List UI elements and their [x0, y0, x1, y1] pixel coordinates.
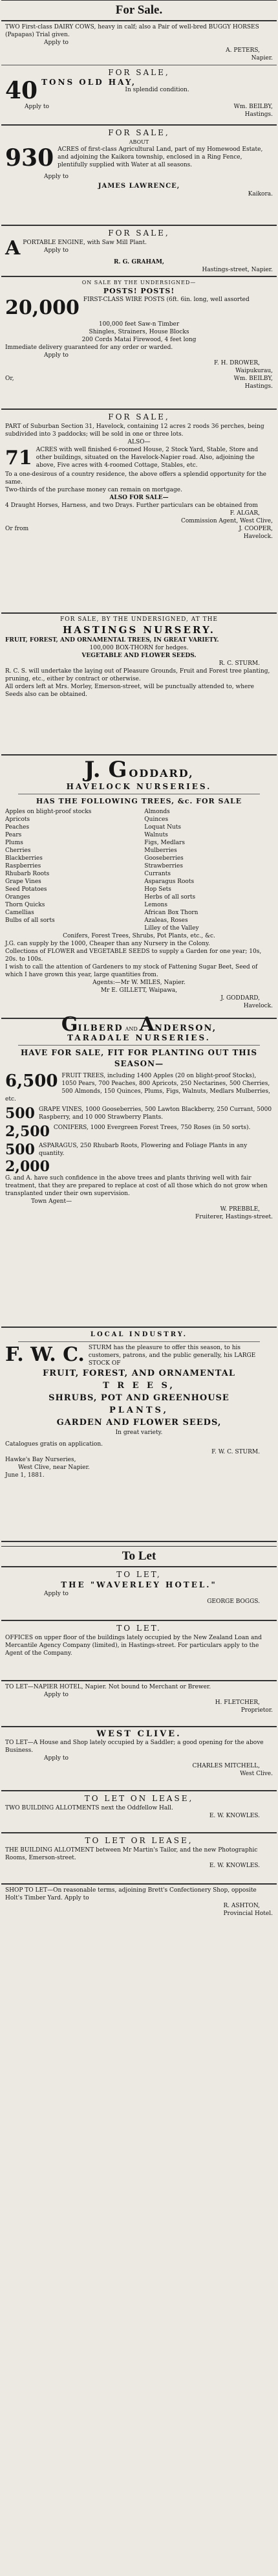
ad-building-allotment: [1, 1833, 277, 1885]
tree-list-item: Gooseberries: [144, 855, 184, 862]
ad-drop-letter: J. G: [84, 757, 127, 783]
ad-west-clive: [1, 1727, 277, 1791]
ad-signature: F. H. DROWER,: [214, 360, 260, 366]
ad-text: I wish to call the attention of Gardeners to my stock of Fattening Sugar Beet, Seed of which I have grown this year, large quantities from.: [5, 964, 258, 978]
ad-shop: [1, 1885, 277, 1925]
advert-column: [1, 0, 277, 1925]
ad-apply: Apply to: [44, 1692, 69, 1698]
ad-heading: TO LET.: [116, 1624, 162, 1633]
ad-place: Havelock.: [243, 533, 273, 540]
ad-big-number: 930: [5, 144, 54, 172]
ad-title: HASTINGS NURSERY.: [63, 624, 215, 636]
tree-list-item: Strawberries: [144, 863, 183, 869]
ad-signature: F. ALGAR,: [230, 510, 260, 517]
ad-napier-hotel: [1, 1681, 277, 1727]
ad-line: TONS OLD HAY,: [41, 78, 137, 87]
tree-list-item: Apples on blight-proof stocks: [5, 809, 92, 815]
ad-posts: [1, 277, 277, 410]
ad-heading: FOR SALE,: [108, 128, 170, 137]
ad-allotments: [1, 1791, 277, 1833]
ad-goddard-nurseries: [1, 756, 277, 1019]
ad-hastings-nursery: [1, 614, 277, 756]
tree-list-item: Apricots: [5, 816, 30, 823]
ad-lead: HAS THE FOLLOWING TREES, &c. FOR SALE: [36, 797, 242, 805]
ad-text: THE BUILDING ALLOTMENT between Mr Martin's Tailor, and the new Photographic Rooms, Emerson-street.: [5, 1847, 258, 1861]
ad-subheading: POSTS! POSTS!: [103, 287, 175, 295]
ad-havelock-property: [1, 410, 277, 614]
ad-line: SHRUBS, POT AND GREENHOUSE: [48, 1393, 230, 1403]
ad-signature: JAMES LAWRENCE,: [98, 183, 180, 190]
ad-big-number: 2,000: [5, 1158, 50, 1175]
ad-text: STURM has the pleasure to offer this season, to his customers, patrons, and the public generally, his LARGE STOCK OF: [88, 1345, 256, 1367]
ad-big-number: 500: [5, 1141, 35, 1158]
tree-list-item: Plums: [5, 840, 23, 846]
ad-big-number: 20,000: [5, 297, 80, 319]
ad-apply: Apply to: [25, 104, 49, 110]
ad-text: Two-thirds of the purchase money can remain on mortgage.: [5, 487, 182, 493]
ad-also: ALSO—: [127, 439, 151, 445]
ad-text: SHOP TO LET—On reasonable terms, adjoining Brett's Confectionery Shop, opposite Holt's Timber Yard. Apply to: [5, 1887, 257, 1901]
ad-text: TWO BUILDING ALLOTMENTS next the Oddfellow Hall.: [5, 1805, 173, 1811]
ad-signature: J. GODDARD,: [220, 995, 260, 1002]
ad-subtitle: TARADALE NURSERIES.: [67, 1033, 211, 1042]
tree-list-item: Blackberries: [5, 855, 43, 862]
ad-heading: LOCAL INDUSTRY.: [90, 1331, 188, 1338]
ad-signature: Wm. BEILBY,: [233, 104, 273, 110]
ad-place: Provincial Hotel.: [223, 1910, 273, 1917]
ad-signature: E. W. KNOWLES.: [209, 1863, 260, 1869]
ad-signature: H. FLETCHER,: [215, 1699, 260, 1706]
ad-waverley-hotel: [1, 1567, 277, 1621]
tree-list-item: Raspberries: [5, 863, 41, 869]
ad-title: ILBERD: [78, 1024, 123, 1033]
ad-local-industry: [1, 1328, 277, 1542]
ad-agents: Mr E. GILLETT, Waipawa,: [100, 987, 178, 994]
ad-catalogue: Catalogues gratis on application.: [5, 1441, 103, 1448]
ad-text: TWO First-class DAIRY COWS, heavy in calf; also a Pair of well-bred BUGGY HORSES (Papapas) Trial given.: [5, 24, 259, 38]
ad-text: OFFICES on upper floor of the buildings lately occupied by the New Zealand Loan and Mercantile Agency Company (limited), in Hastings-street. For particulars apply to the Agent of the Company.: [5, 1635, 262, 1657]
ad-also: ALSO FOR SALE—: [109, 495, 169, 501]
ad-line: In great variety.: [115, 1429, 163, 1436]
ad-text: R. C. S. will undertake the laying out of Pleasure Grounds, Fruit and Forest tree planting, pruning, etc., either by contract or otherwise.: [5, 668, 270, 682]
ad-date: June 1, 1881.: [5, 1472, 45, 1479]
tree-list-item: Azaleas, Roses: [144, 917, 188, 924]
ad-text: PART of Suburban Section 31, Havelock, containing 12 acres 2 roods 36 perches, being subdivided into 3 paddocks; will be sold in one or three lots.: [5, 423, 264, 438]
ad-agent: Town Agent—: [31, 1198, 72, 1205]
ad-land-lawrence: [1, 126, 277, 226]
ad-place: Proprietor.: [241, 1707, 273, 1714]
tree-list-item: Mulberries: [144, 847, 177, 854]
ad-signature: R. ASHTON,: [223, 1903, 260, 1909]
ad-text: 100,000 feet Saw-n Timber: [98, 321, 180, 328]
ad-text: All orders left at Mrs. Morley, Emerson-street, will be punctually attended to, where Seeds also can be obtained.: [5, 684, 254, 698]
ad-heading: FOR SALE,: [108, 412, 170, 421]
ad-text: To a one-desirous of a country residence, the above offers a splendid opportunity for the same.: [5, 471, 266, 486]
ad-line: In splendid condition.: [125, 87, 189, 93]
ad-text: TO LET—NAPIER HOTEL, Napier. Not bound to Merchant or Brewer.: [5, 1684, 211, 1690]
ad-signature: CHARLES MITCHELL,: [192, 1763, 260, 1769]
tree-list-item: Lilley of the Valley: [144, 925, 199, 932]
ad-drop-letter: A: [139, 1013, 155, 1036]
ad-heading: TO LET,: [116, 1570, 162, 1579]
ad-place: Fruiterer, Hastings-street.: [195, 1214, 273, 1220]
ad-subtitle: HAVELOCK NURSERIES.: [66, 782, 212, 791]
ad-signature: Wm. BEILBY,: [233, 375, 273, 382]
tree-list-item: Thorn Quicks: [5, 902, 45, 908]
ad-text: 100,000 BOX-THORN for hedges.: [89, 645, 189, 651]
tree-list-item: Hop Sets: [144, 886, 171, 893]
tree-list-item: Rhubarb Roots: [5, 871, 50, 877]
tree-list-item: Seed Potatoes: [5, 886, 47, 893]
ad-apply: Apply to: [44, 1755, 69, 1762]
ad-text: PORTABLE ENGINE, with Saw Mill Plant.: [23, 240, 147, 246]
ad-text: CONIFERS, 1000 Evergreen Forest Trees, 750 Roses (in 50 sorts).: [53, 1125, 251, 1131]
tree-list-item: Lemons: [144, 902, 167, 908]
ad-text: ASPARAGUS, 250 Rhubarb Roots, Flowering and Foliage Plants in any quantity.: [38, 1143, 248, 1157]
ad-heading: TO LET ON LEASE,: [84, 1794, 194, 1803]
ad-heading: ON SALE BY THE UNDERSIGNED—: [81, 280, 197, 286]
ad-text: ACRES with well finished 6-roomed House, 2 Stock Yard, Stable, Store and other buildings, situated on the Havelock-Napier road. Also, adjoining the above, Five acres with 4-roomed Cottage, Stables, etc.: [36, 447, 259, 469]
ad-apply: Apply to: [44, 39, 69, 46]
ad-place: Commission Agent, West Clive,: [180, 518, 273, 524]
ad-big-number: 2,500: [5, 1123, 50, 1140]
ad-apply: Apply to: [44, 1591, 69, 1597]
tree-list-item: Cherries: [5, 847, 31, 854]
ad-apply: Apply to: [44, 247, 69, 254]
ad-text: VEGETABLE AND FLOWER SEEDS.: [81, 653, 197, 659]
ad-signature: R. G. GRAHAM,: [113, 259, 165, 265]
ad-drop-letter: A: [5, 237, 21, 260]
tree-list-item: Currants: [144, 871, 171, 877]
ad-about: ABOUT: [129, 139, 149, 145]
ad-agents: Agents:—Mr W. MILES, Napier.: [92, 980, 186, 986]
ad-title: ODDARD,: [129, 767, 194, 779]
tree-list-item: Loquat Nuts: [144, 824, 181, 831]
tree-list-item: Asparagus Roots: [144, 879, 195, 885]
ad-portable-engine: [1, 226, 277, 277]
ad-text: Collections of FLOWER and VEGETABLE SEEDS to supply a Garden for one year; 10s, 20s. to 100s.: [5, 948, 262, 963]
tree-list-item: Quinces: [144, 816, 169, 823]
tree-list-item: Walnuts: [144, 832, 168, 838]
ad-text: Conifers, Forest Trees, Shrubs, Pot Plants, etc., &c.: [63, 933, 215, 939]
ad-signature: J. COOPER,: [239, 526, 273, 532]
tree-list-right: [144, 808, 273, 932]
ad-heading: WEST CLIVE.: [96, 1729, 182, 1739]
tree-list-item: Almonds: [144, 809, 170, 815]
ad-place: Havelock.: [243, 1003, 273, 1009]
ad-gilberd-anderson: [1, 1013, 277, 1328]
ad-place: West Clive.: [240, 1771, 273, 1777]
ad-text: ACRES of first-class Agricultural Land, part of my Homewood Estate, and adjoining the Kaikora township, enclosed in a Ring Fence, plentifully supplied with Water at all seasons.: [58, 146, 263, 168]
tree-list-item: Oranges: [5, 894, 30, 901]
ad-big-number: 500: [5, 1105, 35, 1122]
ad-text: Shingles, Strainers, House Blocks: [89, 329, 189, 335]
ad-big-number: 40: [5, 77, 38, 104]
ad-apply: Apply to: [44, 352, 69, 359]
ad-or: Or,: [5, 375, 14, 382]
section-heading-to-let: To Let: [1, 1546, 277, 1567]
tree-list-item: Herbs of all sorts: [144, 894, 196, 901]
ad-heading: TO LET OR LEASE,: [85, 1836, 193, 1845]
ad-signature: R. C. STURM.: [219, 660, 260, 667]
ad-big-number: 71: [5, 447, 32, 469]
ad-line: PLANTS,: [109, 1406, 169, 1415]
ad-place: West Clive, near Napier.: [18, 1464, 90, 1471]
ad-heading: FOR SALE,: [108, 229, 170, 238]
ad-offices: [1, 1621, 277, 1681]
ad-signature: GEORGE BOGGS.: [207, 1598, 260, 1605]
ad-place: Hastings.: [244, 111, 273, 118]
ad-or: Or from: [5, 526, 29, 532]
ad-heading: FOR SALE, BY THE UNDERSIGNED, AT THE: [59, 616, 219, 623]
ad-big-number: 6,500: [5, 1071, 58, 1091]
ad-text: 4 Draught Horses, Harness, and two Drays. Further particulars can be obtained from: [5, 502, 258, 509]
ad-and: AND: [125, 1026, 138, 1032]
ad-heading: FOR SALE,: [108, 68, 170, 77]
ad-text: FRUIT TREES, including 1400 Apples (20 on blight-proof Stocks), 1050 Pears, 700 Peaches, 800 Apricots, 250 Nectarines, 500 Cherries, 500 Almonds, 150 Quinces, Plums, Figs, Walnuts, Medlars Mulberries, etc.: [5, 1073, 270, 1103]
ad-text: FIRST-CLASS WIRE POSTS (6ft. 6in. long, well assorted: [83, 297, 250, 303]
tree-list-item: Camellias: [5, 910, 34, 916]
tree-list-item: Bulbs of all sorts: [5, 917, 55, 924]
section-heading-for-sale: For Sale.: [1, 0, 277, 21]
ad-signature: F. W. C. STURM.: [211, 1449, 260, 1455]
ad-text: J.G. can supply by the 1000, Cheaper than any Nursery in the Colony.: [5, 941, 210, 947]
ad-apply: Apply to: [44, 174, 69, 180]
divider: [18, 1341, 260, 1342]
ad-drop-letter: G: [61, 1013, 78, 1036]
ad-line: T R E E S,: [103, 1381, 175, 1391]
ad-dairy-cows: [1, 21, 277, 65]
tree-list-item: African Box Thorn: [144, 910, 198, 916]
ad-place: Hawke's Bay Nurseries,: [5, 1457, 76, 1463]
ad-title: THE "WAVERLEY HOTEL.": [61, 1580, 217, 1589]
ad-place: Waipukurau,: [235, 368, 273, 374]
ad-signature: A. PETERS,: [226, 47, 260, 54]
ad-line: FRUIT, FOREST, AND ORNAMENTAL: [43, 1369, 235, 1378]
ad-signature: W. PREBBLE,: [220, 1206, 260, 1213]
ad-text: 200 Cords Matai Firewood, 4 feet long: [81, 337, 197, 343]
ad-place: Hastings.: [244, 383, 273, 390]
ad-title: NDERSON,: [154, 1024, 217, 1033]
divider: [18, 1045, 260, 1046]
ad-text: GRAPE VINES, 1000 Gooseberries, 500 Lawton Blackberry, 250 Currant, 5000 Raspberry, and 10 000 Strawberry Plants.: [38, 1106, 272, 1121]
ad-signature: E. W. KNOWLES.: [209, 1813, 260, 1819]
tree-list-item: Pears: [5, 832, 22, 838]
ad-lead: HAVE FOR SALE, FIT FOR PLANTING OUT THIS SEASON—: [20, 1048, 258, 1068]
tree-list-left: [5, 808, 134, 932]
ad-text: TO LET—A House and Shop lately occupied by a Saddler; a good opening for the above Business.: [5, 1740, 264, 1754]
ad-text: FRUIT, FOREST, AND ORNAMENTAL TREES, IN GREAT VARIETY.: [5, 637, 219, 644]
ad-place: Hastings-street, Napier.: [202, 267, 273, 273]
tree-list-item: Peaches: [5, 824, 30, 831]
ad-text: Immediate delivery guaranteed for any order or warded.: [5, 344, 173, 351]
ad-place: Kaikora.: [248, 191, 273, 197]
tree-list-item: Figs, Medlars: [144, 840, 185, 846]
tree-list-item: Grape Vines: [5, 879, 41, 885]
ad-big-letters: F. W. C.: [5, 1343, 85, 1366]
ad-hay: [1, 65, 277, 126]
ad-place: Napier.: [251, 55, 273, 62]
ad-line: GARDEN AND FLOWER SEEDS,: [56, 1418, 222, 1428]
ad-text: G. and A. have such confidence in the above trees and plants thriving well with fair treatment, that they are prepared to replace at cost of all those which do not grow when transplanted under their own supervision.: [5, 1175, 268, 1197]
